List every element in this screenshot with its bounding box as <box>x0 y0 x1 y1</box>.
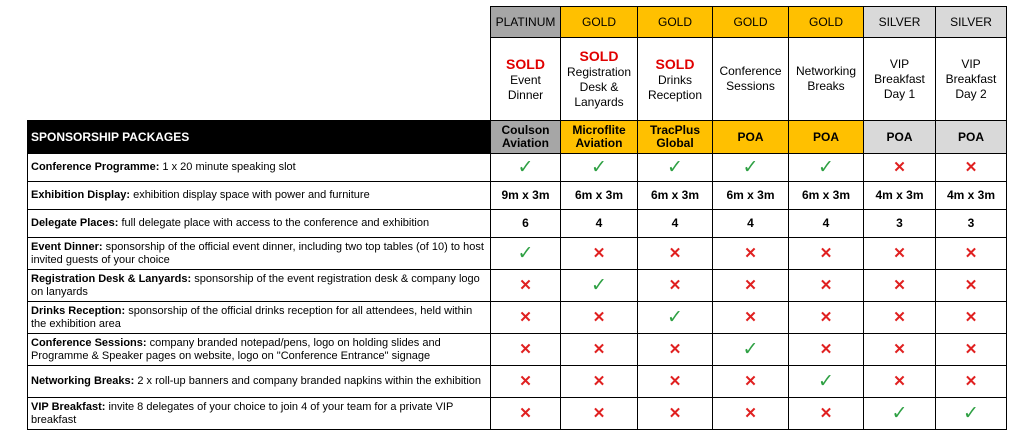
check-icon: ✓ <box>742 157 759 178</box>
sponsorship-table <box>27 6 1007 430</box>
product-cell <box>491 38 561 121</box>
cross-icon: ✕ <box>964 276 978 294</box>
cross-cell <box>561 238 638 270</box>
sold-label: SOLD <box>655 55 695 72</box>
cross-icon: ✕ <box>744 276 757 294</box>
check-icon: ✓ <box>517 157 534 178</box>
cross-cell <box>491 270 561 302</box>
cross-cell <box>491 398 561 430</box>
cross-icon: ✕ <box>519 340 532 358</box>
check-icon: ✓ <box>963 403 979 424</box>
tier-row <box>28 7 1007 38</box>
cross-icon: ✕ <box>592 244 606 262</box>
cross-icon: ✕ <box>819 276 833 294</box>
row-title: Networking Breaks: <box>31 375 135 387</box>
cross-cell <box>638 398 713 430</box>
cross-cell <box>561 334 638 366</box>
table-row <box>28 182 1007 210</box>
tier-label: GOLD <box>713 7 789 38</box>
cross-icon: ✕ <box>819 308 833 326</box>
value-cell: 4 <box>713 210 789 238</box>
row-detail: company branded notepad/pens, logo on holding slides and Programme & Speaker pages on website, logo on "Conference Entrance" signage <box>31 336 441 362</box>
product-cell <box>561 38 638 121</box>
check-icon: ✓ <box>591 275 607 296</box>
sold-label: SOLD <box>506 55 545 72</box>
cross-cell <box>561 398 638 430</box>
cross-icon: ✕ <box>519 372 532 390</box>
check-icon: ✓ <box>591 157 607 178</box>
sponsor-name: POA <box>936 121 1007 154</box>
product-cell <box>936 38 1007 121</box>
table-row <box>28 334 1007 366</box>
tier-label: SILVER <box>864 7 936 38</box>
cross-icon: ✕ <box>964 340 978 358</box>
cross-icon: ✕ <box>592 340 606 358</box>
cross-cell <box>864 366 936 398</box>
product-cell <box>713 38 789 121</box>
cross-icon: ✕ <box>668 244 682 262</box>
row-detail: exhibition display space with power and furniture <box>130 189 370 201</box>
row-detail: sponsorship of the official event dinner, including two top tables (of 10) to host invited guests of your choice <box>31 240 484 266</box>
value-cell: 4m x 3m <box>864 182 936 210</box>
product-name: VIP Breakfast Day 2 <box>945 56 997 101</box>
cross-icon: ✕ <box>819 340 833 358</box>
cross-cell <box>789 398 864 430</box>
check-cell <box>936 398 1007 430</box>
row-description <box>28 154 491 182</box>
cross-cell <box>936 154 1007 182</box>
cross-icon: ✕ <box>893 340 906 358</box>
value-cell: 4 <box>561 210 638 238</box>
table-row <box>28 302 1007 334</box>
cross-icon: ✕ <box>893 372 906 390</box>
cross-icon: ✕ <box>668 276 682 294</box>
cross-icon: ✕ <box>668 372 682 390</box>
cross-icon: ✕ <box>668 340 682 358</box>
sponsor-name: POA <box>713 121 789 154</box>
row-title: Drinks Reception: <box>31 304 126 317</box>
tier-label: GOLD <box>561 7 638 38</box>
table-row <box>28 154 1007 182</box>
row-description <box>28 238 491 270</box>
cross-icon: ✕ <box>819 244 833 262</box>
check-cell <box>561 270 638 302</box>
cross-cell <box>864 302 936 334</box>
row-title: Event Dinner: <box>31 240 103 253</box>
value-cell: 4 <box>789 210 864 238</box>
cross-icon: ✕ <box>519 276 532 294</box>
cross-icon: ✕ <box>893 308 906 326</box>
cross-cell <box>491 302 561 334</box>
tier-label: PLATINUM <box>491 7 561 38</box>
product-cell <box>638 38 713 121</box>
check-cell <box>638 154 713 182</box>
cross-cell <box>864 154 936 182</box>
row-detail: full delegate place with access to the conference and exhibition <box>118 217 430 229</box>
row-title: Registration Desk & Lanyards: <box>31 272 192 285</box>
sponsor-row <box>28 121 1007 154</box>
cross-cell <box>864 270 936 302</box>
cross-cell <box>713 366 789 398</box>
cross-icon: ✕ <box>893 158 906 176</box>
cross-cell <box>936 302 1007 334</box>
cross-icon: ✕ <box>964 308 978 326</box>
check-cell <box>638 302 713 334</box>
row-detail: 1 x 20 minute speaking slot <box>159 161 296 173</box>
sponsor-name: POA <box>864 121 936 154</box>
cross-cell <box>936 334 1007 366</box>
row-title: Exhibition Display: <box>31 189 131 201</box>
product-cell <box>789 38 864 121</box>
cross-cell <box>713 270 789 302</box>
check-cell <box>864 398 936 430</box>
sponsor-name: Microflite Aviation <box>561 121 638 154</box>
cross-cell <box>491 366 561 398</box>
value-cell: 3 <box>936 210 1007 238</box>
cross-icon: ✕ <box>893 276 906 294</box>
cross-icon: ✕ <box>744 404 757 422</box>
row-title: Conference Programme: <box>31 161 160 173</box>
check-cell <box>789 154 864 182</box>
check-icon: ✓ <box>667 157 683 178</box>
sold-label: SOLD <box>579 48 619 64</box>
row-description <box>28 182 491 210</box>
cross-icon: ✕ <box>819 404 833 422</box>
cross-icon: ✕ <box>519 308 532 326</box>
cross-cell <box>713 238 789 270</box>
value-cell: 6m x 3m <box>789 182 864 210</box>
table-row <box>28 398 1007 430</box>
cross-cell <box>789 302 864 334</box>
check-cell <box>491 238 561 270</box>
cross-cell <box>936 270 1007 302</box>
cross-cell <box>864 238 936 270</box>
cross-cell <box>561 302 638 334</box>
product-cell <box>864 38 936 121</box>
cross-icon: ✕ <box>519 404 532 422</box>
value-cell: 4 <box>638 210 713 238</box>
row-description <box>28 398 491 430</box>
check-icon: ✓ <box>818 371 834 392</box>
cross-cell <box>936 366 1007 398</box>
cross-cell <box>936 238 1007 270</box>
value-cell: 6m x 3m <box>638 182 713 210</box>
table-row <box>28 270 1007 302</box>
cross-cell <box>561 366 638 398</box>
packages-heading: SPONSORSHIP PACKAGES <box>28 121 491 154</box>
product-name: Registration Desk & Lanyards <box>566 65 632 109</box>
row-detail: sponsorship of the event registration desk & company logo on lanyards <box>31 272 480 298</box>
check-icon: ✓ <box>818 157 834 178</box>
row-title: Delegate Places: <box>31 217 119 229</box>
cross-cell <box>638 366 713 398</box>
value-cell: 6m x 3m <box>713 182 789 210</box>
row-description <box>28 366 491 398</box>
cross-icon: ✕ <box>592 372 606 390</box>
cross-icon: ✕ <box>668 404 682 422</box>
tier-label: GOLD <box>638 7 713 38</box>
check-cell <box>491 154 561 182</box>
sponsor-name: TracPlus Global <box>638 121 713 154</box>
row-description <box>28 334 491 366</box>
cross-cell <box>789 334 864 366</box>
value-cell: 4m x 3m <box>936 182 1007 210</box>
table-row <box>28 210 1007 238</box>
check-icon: ✓ <box>742 339 759 360</box>
cross-cell <box>638 334 713 366</box>
product-name: Drinks Reception <box>647 72 703 102</box>
product-name: Networking Breaks <box>795 64 857 93</box>
check-cell <box>713 334 789 366</box>
check-cell <box>789 366 864 398</box>
value-cell: 9m x 3m <box>491 182 561 210</box>
cross-cell <box>638 238 713 270</box>
cross-cell <box>789 238 864 270</box>
cross-cell <box>864 334 936 366</box>
cross-icon: ✕ <box>744 372 757 390</box>
value-cell: 6m x 3m <box>561 182 638 210</box>
cross-cell <box>713 398 789 430</box>
row-description <box>28 210 491 238</box>
tier-label: SILVER <box>936 7 1007 38</box>
product-row <box>28 38 1007 121</box>
cross-cell <box>491 334 561 366</box>
row-detail: 2 x roll-up banners and company branded napkins within the exhibition <box>134 375 482 387</box>
row-title: Conference Sessions: <box>31 336 147 349</box>
product-name: Conference Sessions <box>719 64 782 93</box>
check-cell <box>713 154 789 182</box>
product-name: VIP Breakfast Day 1 <box>874 56 925 101</box>
cross-icon: ✕ <box>744 308 757 326</box>
table-row <box>28 366 1007 398</box>
cross-icon: ✕ <box>592 308 606 326</box>
cross-cell <box>713 302 789 334</box>
cross-icon: ✕ <box>592 404 606 422</box>
cross-icon: ✕ <box>744 244 757 262</box>
row-detail: invite 8 delegates of your choice to join 4 of your team for a private VIP breakfast <box>31 400 454 426</box>
value-cell: 6 <box>491 210 561 238</box>
cross-cell <box>638 270 713 302</box>
row-description <box>28 270 491 302</box>
row-title: VIP Breakfast: <box>31 400 106 413</box>
cross-icon: ✕ <box>964 244 978 262</box>
row-detail: sponsorship of the official drinks reception for all attendees, held within the exhibition area <box>31 304 473 330</box>
check-cell <box>561 154 638 182</box>
product-name: Event Dinner <box>507 72 544 102</box>
check-icon: ✓ <box>891 403 908 424</box>
cross-icon: ✕ <box>964 372 978 390</box>
table-row <box>28 238 1007 270</box>
value-cell: 3 <box>864 210 936 238</box>
sponsor-name: POA <box>789 121 864 154</box>
tier-label: GOLD <box>789 7 864 38</box>
row-description <box>28 302 491 334</box>
cross-icon: ✕ <box>893 244 906 262</box>
cross-cell <box>789 270 864 302</box>
check-icon: ✓ <box>517 243 534 264</box>
check-icon: ✓ <box>667 307 683 328</box>
sponsor-name: Coulson Aviation <box>491 121 561 154</box>
cross-icon: ✕ <box>964 158 978 176</box>
